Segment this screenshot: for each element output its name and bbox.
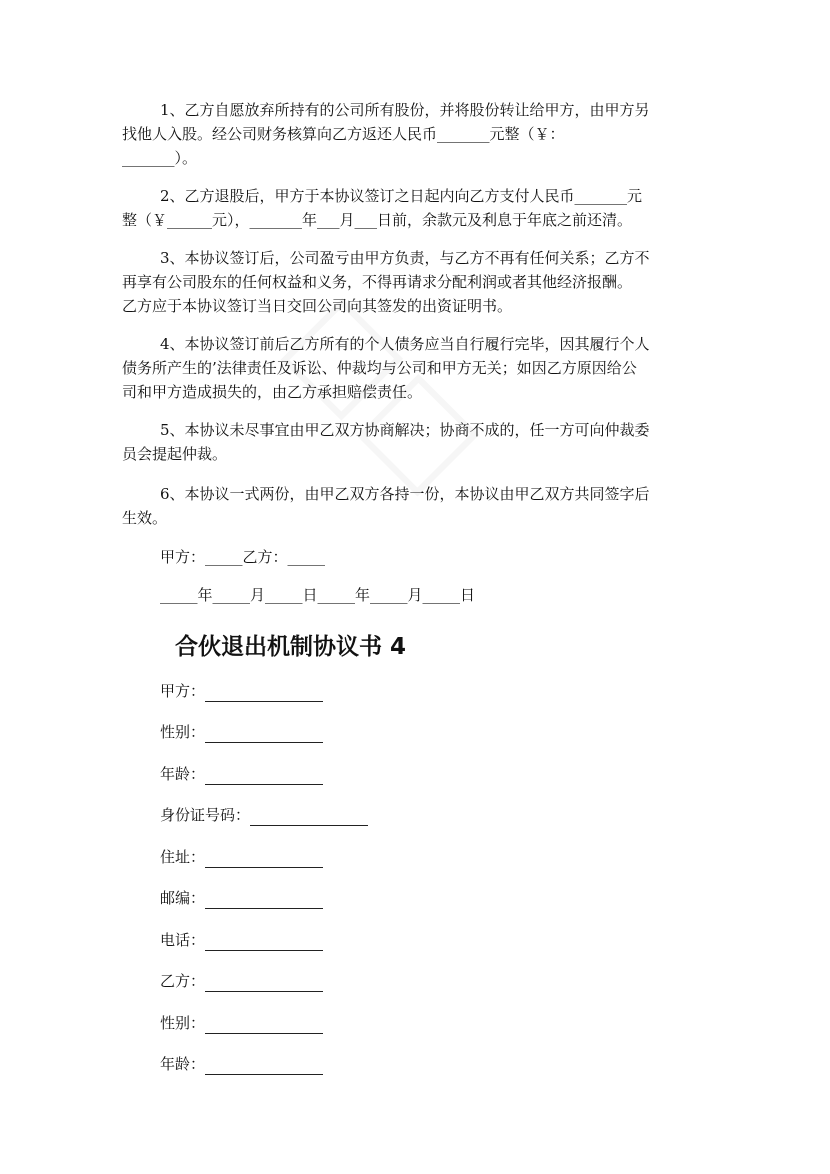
field-label: 住址： xyxy=(160,848,206,866)
clause-line: 4、本协议签订前后乙方所有的个人债务应当自行履行完毕，因其履行个人 xyxy=(160,335,650,353)
field-label: 年龄： xyxy=(160,765,206,783)
clause-6 xyxy=(122,482,702,530)
field-label: 甲方： xyxy=(160,682,206,700)
clause-line: 再享有公司股东的任何权益和义务，不得再请求分配利润或者其他经济报酬。 xyxy=(122,273,633,291)
field-blank xyxy=(205,726,323,743)
field-gender-b xyxy=(160,1012,323,1034)
field-blank xyxy=(205,685,323,702)
clause-1 xyxy=(122,98,702,170)
clause-line: 债务所产生的’法律责任及诉讼、仲裁均与公司和甲方无关；如因乙方原因给公 xyxy=(122,359,637,377)
signature-line: 甲方：_____乙方：_____ xyxy=(160,548,326,566)
clause-line: 整（￥______元），_______年___月___日前，余款元及利息于年底之前还清。 xyxy=(122,211,633,229)
field-id-number xyxy=(160,804,368,826)
field-label: 年龄： xyxy=(160,1055,206,1073)
field-blank xyxy=(205,975,323,992)
field-party-a xyxy=(160,680,323,702)
date-line: _____年_____月_____日_____年_____月_____日 xyxy=(160,586,476,604)
clause-3 xyxy=(122,246,702,318)
field-blank xyxy=(250,809,368,826)
field-blank xyxy=(205,851,323,868)
field-label: 乙方： xyxy=(160,972,206,990)
field-age-b xyxy=(160,1053,323,1075)
field-blank xyxy=(205,1017,323,1034)
field-address xyxy=(160,846,323,868)
clause-line: 2、乙方退股后，甲方于本协议签订之日起内向乙方支付人民币_______元 xyxy=(160,187,643,205)
field-blank xyxy=(205,1058,323,1075)
field-postcode xyxy=(160,887,323,909)
clause-line: 找他人入股。经公司财务核算向乙方返还人民币_______元整（￥： xyxy=(122,125,565,143)
clause-line: 生效。 xyxy=(122,509,168,527)
clause-line: 5、本协议未尽事宜由甲乙双方协商解决；协商不成的，任一方可向仲裁委 xyxy=(160,421,650,439)
clause-line: 1、乙方自愿放弃所持有的公司所有股份，并将股份转让给甲方，由甲方另 xyxy=(160,101,650,119)
clause-5 xyxy=(122,418,702,466)
clause-line: 员会提起仲裁。 xyxy=(122,445,228,463)
field-age-a xyxy=(160,763,323,785)
clause-line: 3、本协议签订后，公司盈亏由甲方负责，与乙方不再有任何关系；乙方不 xyxy=(160,249,650,267)
field-blank xyxy=(205,934,323,951)
document-title: 合伙退出机制协议书 4 xyxy=(175,634,407,660)
clause-2 xyxy=(122,184,702,232)
clause-4 xyxy=(122,332,702,404)
field-label: 身份证号码： xyxy=(160,806,251,824)
field-label: 邮编： xyxy=(160,889,206,907)
field-label: 电话： xyxy=(160,931,206,949)
clause-line: 乙方应于本协议签订当日交回公司向其签发的出资证明书。 xyxy=(122,297,513,315)
field-blank xyxy=(205,892,323,909)
field-label: 性别： xyxy=(160,723,206,741)
field-phone xyxy=(160,929,323,951)
field-blank xyxy=(205,768,323,785)
field-gender-a xyxy=(160,721,323,743)
field-label: 性别： xyxy=(160,1014,206,1032)
clause-line: 司和甲方造成损失的，由乙方承担赔偿责任。 xyxy=(122,383,423,401)
field-party-b xyxy=(160,970,323,992)
clause-line: 6、本协议一式两份，由甲乙双方各持一份，本协议由甲乙双方共同签字后 xyxy=(160,485,650,503)
clause-line: _______）。 xyxy=(122,149,198,167)
